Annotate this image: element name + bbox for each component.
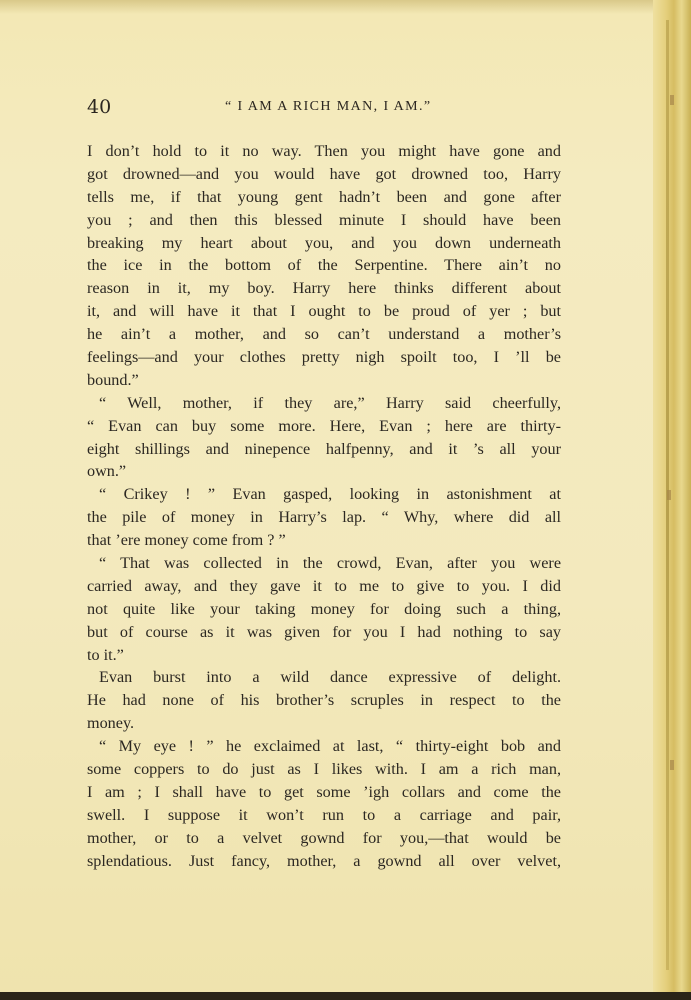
text-line: “ Evan can buy some more. Here, Evan ; here are thirty- xyxy=(87,416,561,435)
text-line: tells me, if that young gent hadn’t been and gone after xyxy=(87,187,561,206)
page-top-shadow xyxy=(0,0,691,14)
text-line: Evan burst into a wild dance expressive of delight. xyxy=(99,668,561,687)
text-line: that ’ere money come from ? ” xyxy=(87,531,286,550)
text-line: “ Crikey ! ” Evan gasped, looking in astonishment at xyxy=(99,485,561,504)
text-line: the ice in the bottom of the Serpentine. There ain’t no xyxy=(87,256,561,275)
text-line: mother, or to a velvet gownd for you,—that would be xyxy=(87,828,561,847)
text-line: bound.” xyxy=(87,370,139,389)
text-line: reason in it, my boy. Harry here thinks different about xyxy=(87,279,561,298)
text-line: I don’t hold to it no way. Then you might have gone and xyxy=(87,142,561,160)
text-line: money. xyxy=(87,714,135,733)
book-spine-edge xyxy=(653,0,691,1000)
text-line: “ That was collected in the crowd, Evan, after you were xyxy=(99,554,561,573)
text-line: to it.” xyxy=(87,645,124,664)
spine-mark xyxy=(670,760,674,770)
spine-mark xyxy=(667,490,671,500)
text-line: breaking my heart about you, and you down underneath xyxy=(87,233,561,252)
text-line: own.” xyxy=(87,462,127,481)
text-line: got drowned—and you would have got drowned too, Harry xyxy=(87,164,561,183)
body-text xyxy=(87,140,561,873)
running-header xyxy=(87,96,560,122)
text-line: I am ; I shall have to get some ’igh collars and come the xyxy=(87,782,561,801)
text-line: it, and will have it that I ought to be proud of yer ; but xyxy=(87,302,561,321)
page-number: 40 xyxy=(87,96,112,118)
scan-bottom-edge xyxy=(0,992,691,1000)
text-line: “ My eye ! ” he exclaimed at last, “ thirty-eight bob and xyxy=(99,737,561,756)
spine-mark xyxy=(670,95,674,105)
text-line: swell. I suppose it won’t run to a carriage and pair, xyxy=(87,805,561,824)
text-line: splendatious. Just fancy, mother, a gownd all over velvet, xyxy=(87,851,561,870)
text-line: feelings—and your clothes pretty nigh spoilt too, I ’ll be xyxy=(87,348,561,367)
text-line: carried away, and they gave it to me to give to you. I did xyxy=(87,576,561,595)
text-line: the pile of money in Harry’s lap. “ Why, where did all xyxy=(87,508,561,527)
text-line: He had none of his brother’s scruples in respect to the xyxy=(87,691,561,710)
running-title: “ I AM A RICH MAN, I AM.” xyxy=(225,99,432,114)
text-line: but of course as it was given for you I had nothing to say xyxy=(87,622,561,641)
text-line: “ Well, mother, if they are,” Harry said cheerfully, xyxy=(99,393,561,412)
text-line: you ; and then this blessed minute I should have been xyxy=(87,210,561,229)
text-line: some coppers to do just as I likes with. I am a rich man, xyxy=(87,760,561,779)
text-line: not quite like your taking money for doing such a thing, xyxy=(87,599,561,618)
text-line: eight shillings and ninepence halfpenny, and it ’s all your xyxy=(87,439,561,458)
text-line: he ain’t a mother, and so can’t understand a mother’s xyxy=(87,325,561,344)
